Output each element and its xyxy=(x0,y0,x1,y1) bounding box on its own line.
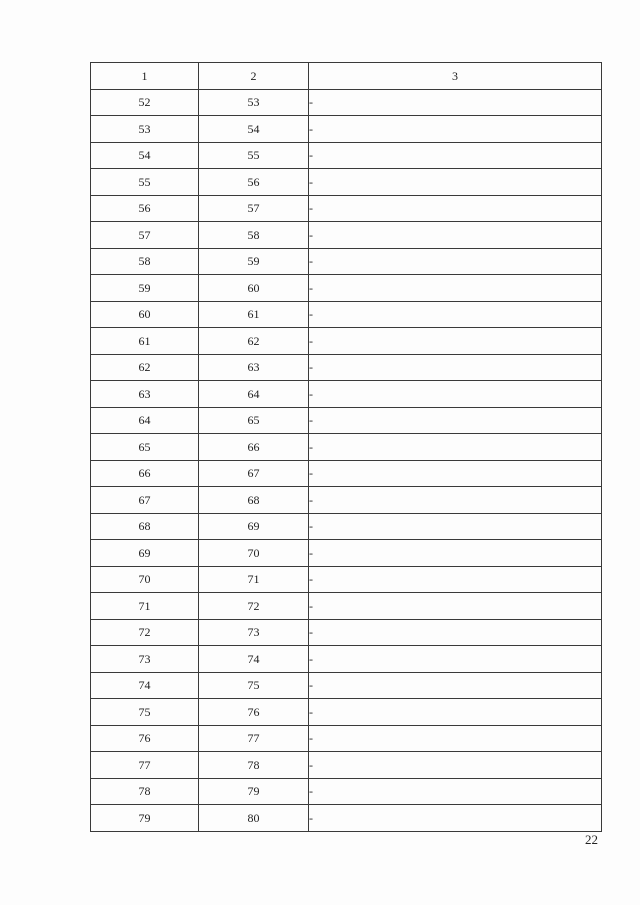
table-row xyxy=(91,513,602,540)
column-header: 1 xyxy=(91,63,199,90)
table-cell: 56 xyxy=(91,195,199,222)
page-number: 22 xyxy=(585,832,598,847)
table-row xyxy=(91,275,602,302)
table-row xyxy=(91,646,602,673)
table-row xyxy=(91,407,602,434)
table-cell: - xyxy=(309,593,602,620)
table-cell: 66 xyxy=(91,460,199,487)
table-cell: - xyxy=(309,142,602,169)
table-row xyxy=(91,169,602,196)
table-cell: 63 xyxy=(91,381,199,408)
table-cell: - xyxy=(309,381,602,408)
table-cell: 62 xyxy=(91,354,199,381)
table-cell: - xyxy=(309,699,602,726)
table-cell: - xyxy=(309,460,602,487)
table-cell: - xyxy=(309,513,602,540)
table-row xyxy=(91,195,602,222)
table-cell: - xyxy=(309,487,602,514)
table-cell: 75 xyxy=(91,699,199,726)
table-cell: - xyxy=(309,89,602,116)
table-cell: - xyxy=(309,222,602,249)
table-row xyxy=(91,328,602,355)
table-cell: 65 xyxy=(199,407,309,434)
table-row xyxy=(91,142,602,169)
table-cell: 70 xyxy=(199,540,309,567)
table-cell: - xyxy=(309,778,602,805)
table-row xyxy=(91,381,602,408)
table-cell: - xyxy=(309,407,602,434)
table-cell: 60 xyxy=(199,275,309,302)
table-cell: 67 xyxy=(199,460,309,487)
table-row xyxy=(91,487,602,514)
table-cell: 52 xyxy=(91,89,199,116)
table-cell: 68 xyxy=(199,487,309,514)
table-row xyxy=(91,699,602,726)
table-row xyxy=(91,460,602,487)
table-row xyxy=(91,434,602,461)
table-row xyxy=(91,301,602,328)
table-cell: 68 xyxy=(91,513,199,540)
table-cell: 53 xyxy=(199,89,309,116)
table-cell: 70 xyxy=(91,566,199,593)
table-cell: 59 xyxy=(91,275,199,302)
table-cell: 78 xyxy=(199,752,309,779)
table-cell: - xyxy=(309,195,602,222)
table-cell: 75 xyxy=(199,672,309,699)
table-row xyxy=(91,354,602,381)
table-cell: - xyxy=(309,301,602,328)
table-cell: 67 xyxy=(91,487,199,514)
table-cell: 72 xyxy=(199,593,309,620)
table-cell: 59 xyxy=(199,248,309,275)
table-cell: 71 xyxy=(91,593,199,620)
table-cell: 64 xyxy=(91,407,199,434)
table-cell: - xyxy=(309,248,602,275)
table-cell: 78 xyxy=(91,778,199,805)
table-cell: - xyxy=(309,354,602,381)
table-cell: 79 xyxy=(199,778,309,805)
table-cell: 72 xyxy=(91,619,199,646)
table-cell: - xyxy=(309,116,602,143)
table-cell: 63 xyxy=(199,354,309,381)
table-cell: 57 xyxy=(199,195,309,222)
table-cell: 73 xyxy=(199,619,309,646)
table-cell: 73 xyxy=(91,646,199,673)
column-header: 2 xyxy=(199,63,309,90)
table-row xyxy=(91,593,602,620)
table-row xyxy=(91,619,602,646)
table-cell: 54 xyxy=(91,142,199,169)
table-cell: 54 xyxy=(199,116,309,143)
table-row xyxy=(91,222,602,249)
table-row xyxy=(91,566,602,593)
table-cell: 66 xyxy=(199,434,309,461)
table-cell: 58 xyxy=(199,222,309,249)
table-cell: 77 xyxy=(91,752,199,779)
table-cell: - xyxy=(309,328,602,355)
table-cell: 80 xyxy=(199,805,309,832)
table-cell: 69 xyxy=(91,540,199,567)
table-cell: 69 xyxy=(199,513,309,540)
table-cell: 53 xyxy=(91,116,199,143)
table-header-row xyxy=(91,63,602,90)
table-cell: - xyxy=(309,725,602,752)
table-cell: 58 xyxy=(91,248,199,275)
table-cell: 62 xyxy=(199,328,309,355)
table-row xyxy=(91,778,602,805)
table-cell: 60 xyxy=(91,301,199,328)
table-cell: 65 xyxy=(91,434,199,461)
table-row xyxy=(91,116,602,143)
table-cell: - xyxy=(309,566,602,593)
table-cell: - xyxy=(309,540,602,567)
table-row xyxy=(91,89,602,116)
table-cell: 74 xyxy=(91,672,199,699)
table-cell: 71 xyxy=(199,566,309,593)
table-cell: 55 xyxy=(91,169,199,196)
table-cell: 56 xyxy=(199,169,309,196)
table-cell: 57 xyxy=(91,222,199,249)
table-row xyxy=(91,248,602,275)
table-cell: 76 xyxy=(199,699,309,726)
table-row xyxy=(91,540,602,567)
table-row xyxy=(91,752,602,779)
table-cell: 61 xyxy=(91,328,199,355)
table-cell: - xyxy=(309,646,602,673)
table-cell: - xyxy=(309,752,602,779)
table-cell: - xyxy=(309,805,602,832)
table-cell: 74 xyxy=(199,646,309,673)
table-cell: - xyxy=(309,619,602,646)
table-cell: - xyxy=(309,672,602,699)
table-cell: 79 xyxy=(91,805,199,832)
column-header: 3 xyxy=(309,63,602,90)
table-cell: - xyxy=(309,275,602,302)
data-table xyxy=(90,62,602,832)
table-cell: 55 xyxy=(199,142,309,169)
table-cell: 76 xyxy=(91,725,199,752)
table-row xyxy=(91,805,602,832)
table-row xyxy=(91,672,602,699)
table-cell: - xyxy=(309,434,602,461)
table-cell: 77 xyxy=(199,725,309,752)
table-cell: 64 xyxy=(199,381,309,408)
table-row xyxy=(91,725,602,752)
table-cell: 61 xyxy=(199,301,309,328)
table-cell: - xyxy=(309,169,602,196)
table-body xyxy=(91,63,602,832)
